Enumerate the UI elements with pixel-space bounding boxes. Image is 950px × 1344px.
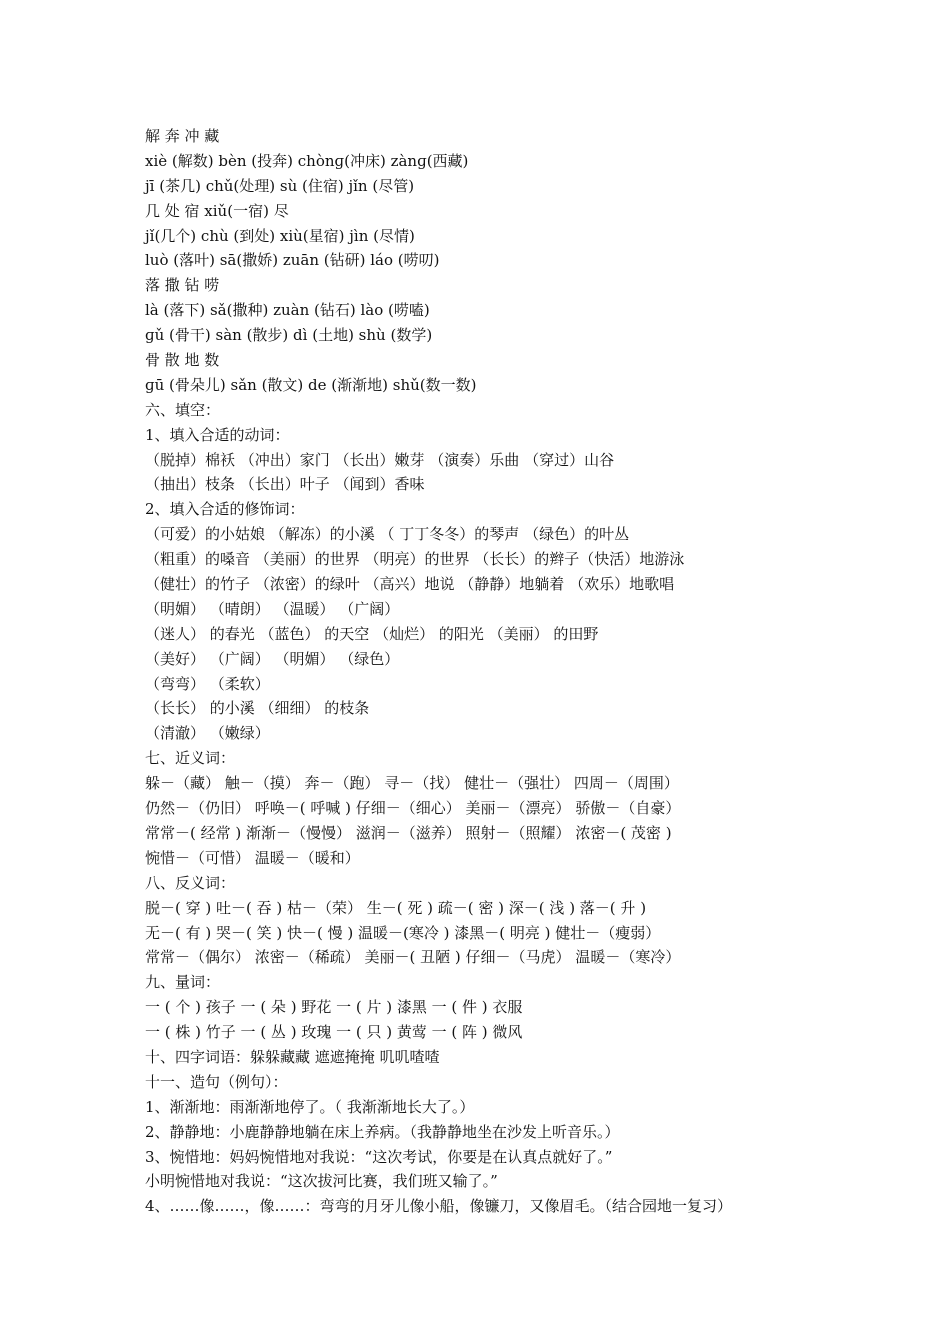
text-line: 小明惋惜地对我说：“这次拔河比赛，我们班又输了。” [145,1172,498,1191]
text-line: jī (茶几) chǔ(处理) sù (住宿) jǐn (尽管) [145,176,415,195]
text-line: ɡǔ (骨干) sàn (散步) dì (土地) shù (数学) [145,326,433,345]
text-line: 骨 散 地 数 [145,351,220,370]
text-line: 1、渐渐地：雨渐渐地停了。（ 我渐渐地长大了。） [145,1097,475,1116]
text-line: 解 奔 冲 藏 [145,127,220,145]
text-line: ɡū (骨朵儿) sǎn (散文) de (渐渐地) shǔ(数一数) [145,375,477,394]
text-line: 2、填入合适的修饰词： [145,500,305,519]
text-line: 一 ( 株 ) 竹子 一 ( 丛 ) 玫瑰 一 ( 只 ) 黄莺 一 ( 阵 ) 微风 [145,1023,523,1042]
text-line: （明媚） （晴朗） （温暖） （广阔） [145,599,400,618]
text-line: （粗重）的嗓音 （美丽）的世界 （明亮）的世界 （长长）的辫子（快活）地游泳 [145,550,685,569]
text-line: luò (落叶) sā(撒娇) zuān (钻研) láo (唠叨) [145,251,440,270]
text-line: 脱－( 穿 ) 吐－( 吞 ) 枯－（荣） 生－( 死 ) 疏－( 密 ) 深－( 浅 ) 落－( 升 ) [145,898,647,917]
text-line: 十、四字词语：躲躲藏藏 遮遮掩掩 叽叽喳喳 [145,1047,440,1066]
text-line: （美好） （广阔） （明媚） （绿色） [145,649,400,668]
text-line: 一 ( 个 ) 孩子 一 ( 朵 ) 野花 一 ( 片 ) 漆黑 一 ( 件 ) 衣服 [145,998,523,1017]
text-line: 仍然－（仍旧） 呼唤－( 呼喊 ) 仔细－（细心） 美丽－（漂亮） 骄傲－（自豪） [145,799,681,818]
text-line: 1、填入合适的动词： [145,425,290,444]
text-line: 3、惋惜地：妈妈惋惜地对我说：“这次考试，你要是在认真点就好了。” [145,1147,613,1166]
text-line: （弯弯） （柔软） [145,674,270,693]
text-line: 常常－（偶尔） 浓密－（稀疏） 美丽－( 丑陋 ) 仔细－（马虎） 温暖－（寒冷） [145,948,681,967]
text-line: 常常－( 经常 ) 渐渐－（慢慢） 滋润－（滋养） 照射－（照耀） 浓密－( 茂密 ) [145,823,672,842]
text-line: 躲－（藏） 触－（摸） 奔－（跑） 寻－（找） 健壮－（强壮） 四周－（周围） [145,774,679,793]
text-line: （长长） 的小溪 （细细） 的枝条 [145,699,370,718]
text-line: 八、反义词： [145,873,236,892]
text-line: jǐ(几个) chù (到处) xiù(星宿) jìn (尽情) [145,226,415,245]
text-line: （抽出）枝条 （长出）叶子 （闻到）香味 [145,475,425,494]
text-line: 九、量词： [145,973,221,992]
text-line: （可爱）的小姑娘 （解冻）的小溪 （ 丁丁冬冬）的琴声 （绿色）的叶丛 [145,525,630,544]
text-line: xiè (解数) bèn (投奔) chònɡ(冲床) zànɡ(西藏) [145,151,469,170]
text-line: 几 处 宿 xiǔ(一宿) 尽 [145,201,289,220]
text-line: 十一、造句（例句）： [145,1072,288,1091]
text-line: là (落下) sǎ(撒种) zuàn (钻石) lào (唠嗑) [145,301,430,320]
text-line: 4、……像……，像……：弯弯的月牙儿像小船，像镰刀，又像眉毛。（结合园地一复习） [145,1197,733,1216]
text-line: （清澈） （嫩绿） [145,724,270,743]
text-line: 惋惜－（可惜） 温暖－（暖和） [145,848,360,867]
text-line: 六、填空： [145,400,221,419]
text-line: （脱掉）棉袄 （冲出）家门 （长出）嫩芽 （演奏）乐曲 （穿过）山谷 [145,450,615,469]
text-line: （迷人） 的春光 （蓝色） 的天空 （灿烂） 的阳光 （美丽） 的田野 [145,624,599,643]
document-body [145,124,845,1219]
text-line: 落 撒 钻 唠 [145,276,220,295]
text-line: （健壮）的竹子 （浓密）的绿叶 （高兴）地说 （静静）地躺着 （欢乐）地歌唱 [145,575,675,594]
text-line: 无－( 有 ) 哭－( 笑 ) 快－( 慢 ) 温暖－(寒冷 ) 漆黑－( 明亮 ) 健壮－（瘦弱） [145,923,661,942]
text-line: 七、近义词： [145,749,236,768]
text-line: 2、静静地：小鹿静静地躺在床上养病。（我静静地坐在沙发上听音乐。） [145,1122,620,1141]
